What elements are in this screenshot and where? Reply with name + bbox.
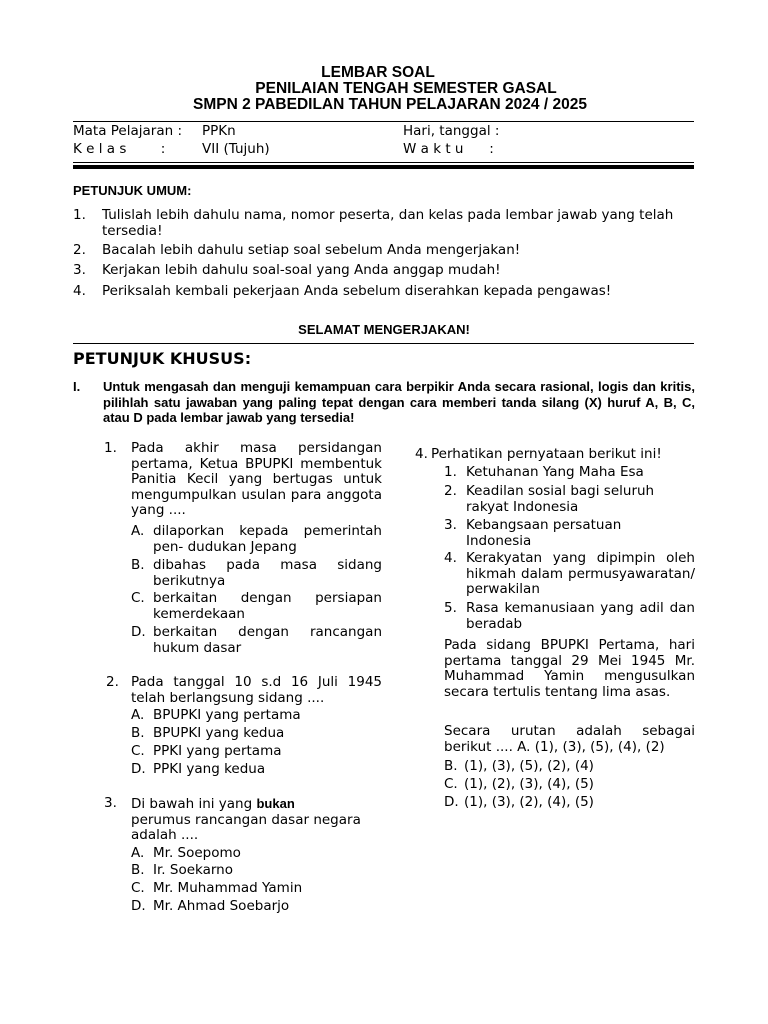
item-text: Bacalah lebih dahulu setiap soal sebelum Anda mengerjakan! [102, 242, 521, 258]
statement-5 [444, 601, 695, 632]
item-number: 1. [73, 207, 86, 223]
section-rule [73, 343, 694, 344]
option-d [131, 899, 382, 915]
option-b [444, 759, 695, 775]
emphasis-word: bukan [256, 796, 295, 811]
option-letter: B. [131, 725, 145, 741]
question-text: Pada akhir masa persidangan pertama, Ketua BPUPKI membentuk Panitia Kecil yang bertugas untuk mengumpulkan usulan para anggota yang .... [131, 440, 382, 518]
item-text: Tulislah lebih dahulu nama, nomor peserta, dan kelas pada lembar jawab yang telah tersedia! [102, 207, 674, 239]
option-c [444, 777, 695, 793]
question-text-before: Di bawah ini yang [131, 796, 253, 812]
question-number: 4. [415, 446, 428, 462]
statement-number: 2. [444, 483, 457, 499]
question-4-paragraph: Pada sidang BPUPKI Pertama, hari pertama tanggal 29 Mei 1945 Mr. Muhammad Yamin mengusulkan secara tertulis tentang lima asas. [444, 637, 695, 700]
section-number: I. [73, 379, 81, 394]
general-instructions-heading: PETUNJUK UMUM: [73, 183, 192, 198]
question-3 [104, 796, 382, 844]
option-letter: B. [131, 862, 145, 878]
school-year-title: SMPN 2 PABEDILAN TAHUN PELAJARAN 2024 / 2025 [193, 96, 587, 113]
option-c [131, 881, 382, 897]
question-1 [104, 441, 382, 519]
option-text: BPUPKI yang kedua [153, 725, 285, 741]
option-letter: C. [444, 776, 458, 792]
general-instruction-item [73, 283, 693, 299]
option-text: (1), (3), (2), (4), (5) [464, 794, 594, 810]
statement-1 [444, 465, 695, 481]
section-instruction: Untuk mengasah dan menguji kemampuan cara berpikir Anda secara rasional, logis dan kritis, pilihlah satu jawaban yang paling tepat dengan cara memberi tanda silang (X) huruf A, B, C, atau D pada lembar jawab yang tersedia! [103, 379, 695, 426]
option-text: PPKI yang kedua [153, 761, 266, 777]
statement-4 [444, 551, 695, 598]
option-letter: B. [131, 557, 145, 573]
option-text: PPKI yang pertama [153, 743, 282, 759]
statement-number: 3. [444, 517, 457, 533]
statement-number: 5. [444, 600, 457, 616]
option-letter: D. [444, 794, 459, 810]
option-d [131, 762, 382, 778]
option-text: dibahas pada masa sidang berikutnya [153, 557, 382, 589]
statement-text: Ketuhanan Yang Maha Esa [466, 464, 644, 480]
option-letter: D. [131, 898, 146, 914]
statement-number: 1. [444, 464, 457, 480]
subject-value: PPKn [202, 123, 236, 139]
option-letter: D. [131, 624, 146, 640]
statement-text: Rasa kemanusiaan yang adil dan beradab [466, 600, 695, 632]
option-text: berkaitan dengan rancangan hukum dasar [153, 624, 382, 656]
question-text [131, 796, 382, 844]
item-text: Kerjakan lebih dahulu soal-soal yang Anda anggap mudah! [102, 262, 501, 278]
option-d [444, 795, 695, 811]
statement-2 [444, 484, 695, 515]
question-text-after: perumus rancangan dasar negara adalah .... [131, 811, 361, 843]
option-letter: B. [444, 758, 458, 774]
statement-number: 4. [444, 550, 457, 566]
option-a [131, 846, 382, 862]
time-label: W a k t u : [403, 141, 494, 157]
item-number: 2. [73, 242, 86, 258]
question-number: 2. [106, 674, 119, 690]
greeting: SELAMAT MENGERJAKAN! [298, 322, 470, 337]
option-b [131, 726, 382, 742]
question-2 [106, 675, 382, 706]
option-letter: C. [131, 880, 145, 896]
option-text: berkaitan dengan persiapan kemerdekaan [153, 590, 382, 622]
option-text: (1), (2), (3), (4), (5) [464, 776, 594, 792]
class-label: K e l a s : [73, 141, 166, 157]
general-instruction-item [73, 207, 693, 239]
option-d [131, 625, 382, 656]
option-letter: A. [131, 845, 145, 861]
day-label: Hari, tanggal : [403, 123, 500, 139]
option-text: (1), (3), (5), (2), (4) [464, 758, 594, 774]
general-instruction-item [73, 262, 693, 278]
question-text: Perhatikan pernyataan berikut ini! [431, 446, 662, 462]
sheet-title: LEMBAR SOAL [321, 64, 435, 81]
class-value: VII (Tujuh) [202, 141, 270, 157]
option-b [131, 863, 382, 879]
option-c [131, 744, 382, 760]
option-text: Mr. Soepomo [153, 845, 241, 861]
question-number: 1. [104, 440, 117, 456]
option-text: dilaporkan kepada pemerintah pen- dudukan Jepang [153, 523, 382, 555]
statement-text: Keadilan sosial bagi seluruh rakyat Indonesia [466, 483, 655, 515]
option-text: Ir. Soekarno [153, 862, 233, 878]
option-a [131, 708, 382, 724]
special-instructions-heading: PETUNJUK KHUSUS: [73, 349, 252, 368]
option-b [131, 558, 382, 589]
option-text: BPUPKI yang pertama [153, 707, 301, 723]
item-number: 4. [73, 283, 86, 299]
question-text: Pada tanggal 10 s.d 16 Juli 1945 telah berlangsung sidang .... [131, 674, 382, 706]
option-text: Mr. Muhammad Yamin [153, 880, 303, 896]
option-letter: A. [131, 523, 145, 539]
option-a [131, 524, 382, 555]
exam-title: PENILAIAN TENGAH SEMESTER GASAL [255, 80, 557, 97]
statement-text: Kerakyatan yang dipimpin oleh hikmah dalam permusyawaratan/ perwakilan [466, 550, 695, 597]
item-text: Periksalah kembali pekerjaan Anda sebelum diserahkan kepada pengawas! [102, 283, 612, 299]
general-instruction-item [73, 242, 693, 258]
option-letter: C. [131, 743, 145, 759]
option-letter: A. [131, 707, 145, 723]
option-text: Mr. Ahmad Soebarjo [153, 898, 290, 914]
header-rule-thick [73, 165, 694, 169]
item-number: 3. [73, 262, 86, 278]
option-c [131, 591, 382, 622]
statement-text: Kebangsaan persatuan Indonesia [466, 517, 622, 549]
statement-3 [444, 518, 695, 549]
question-number: 3. [104, 795, 117, 811]
question-4 [415, 447, 705, 463]
subject-label: Mata Pelajaran : [73, 123, 183, 139]
header-rule-thin [73, 162, 694, 163]
option-letter: D. [131, 761, 146, 777]
question-4-prompt: Secara urutan adalah sebagai berikut .... A. (1), (3), (5), (4), (2) [444, 723, 695, 755]
option-letter: C. [131, 590, 145, 606]
